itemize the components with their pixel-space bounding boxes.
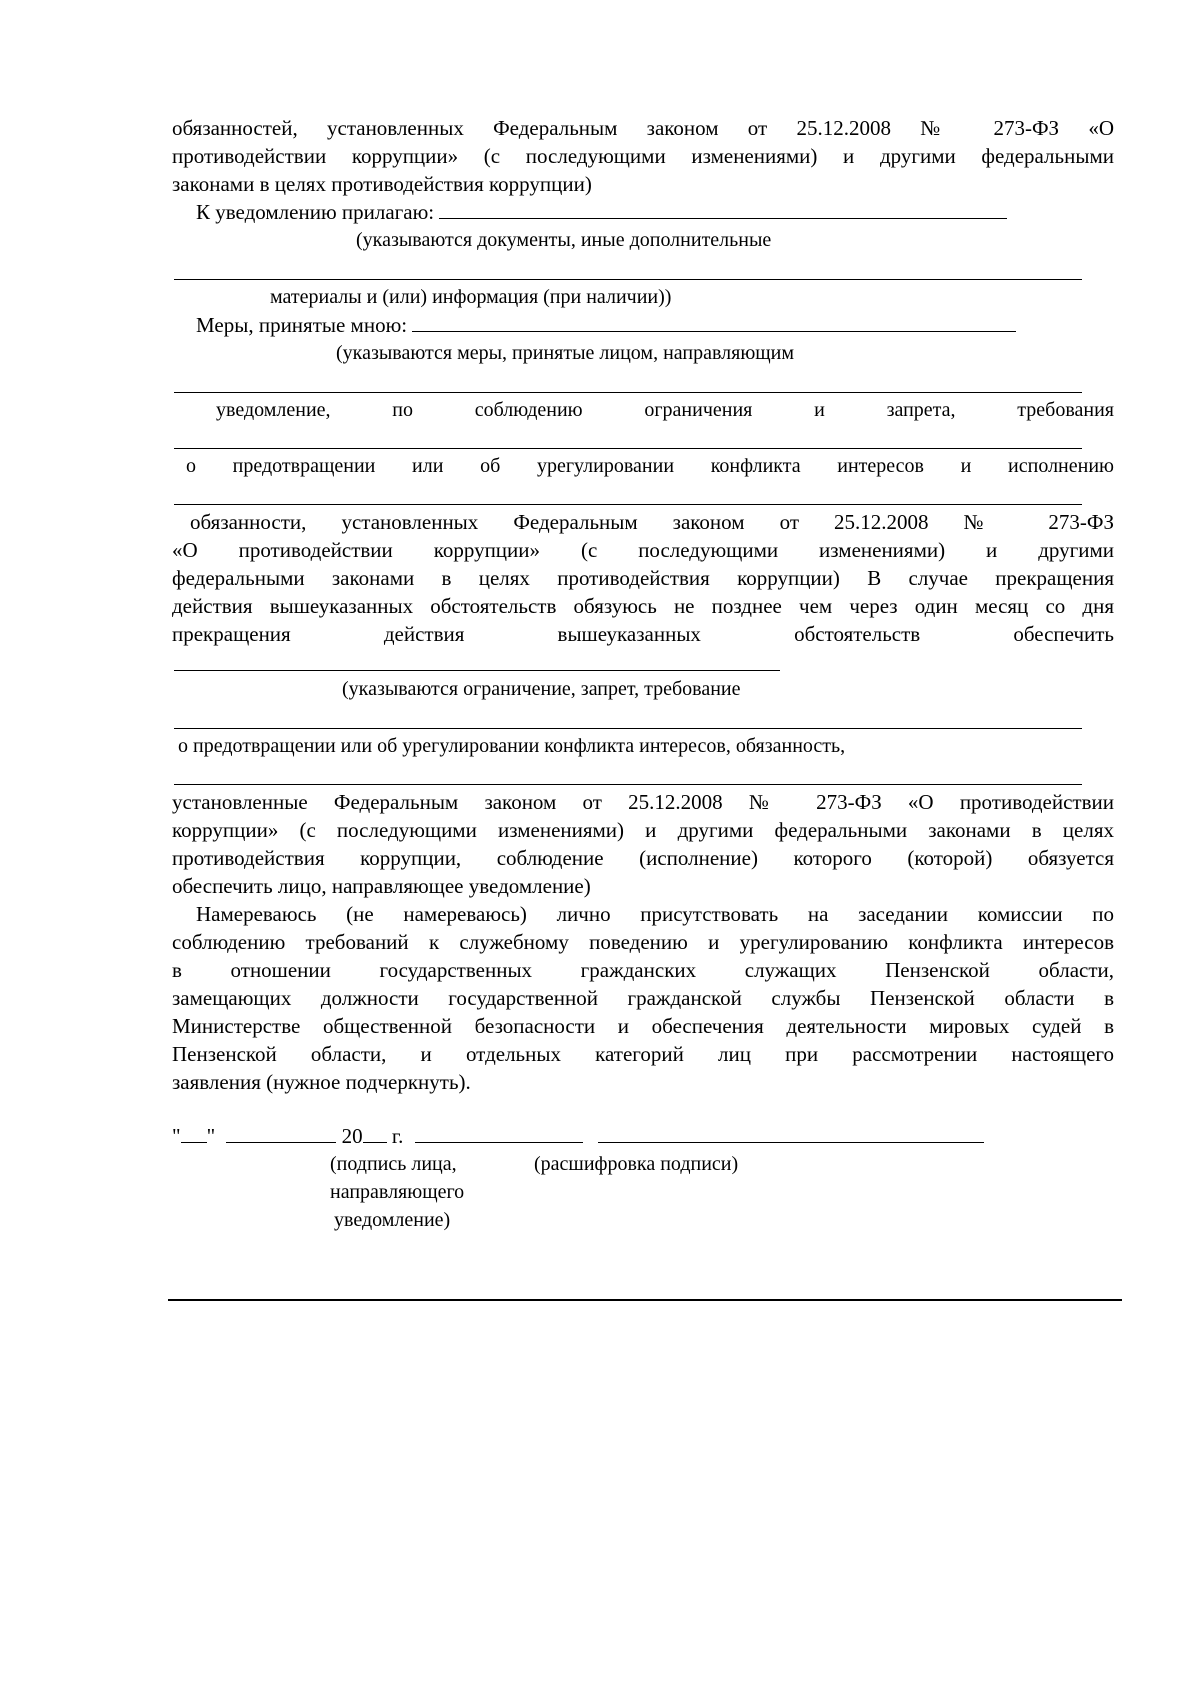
intro-line-2: противодействии коррупции» (с последующими изменениями) и другими федеральными (172, 144, 1114, 168)
restriction-line-2: коррупции» (с последующими изменениями) и другими федеральными законами в целях (172, 818, 1114, 842)
intent-line-3: в отношении государственных гражданских служащих Пензенской области, (172, 958, 1114, 982)
attach-label: К уведомлению прилагаю: (196, 200, 435, 224)
restriction-line-4: обеспечить лицо, направляющее уведомление) (172, 874, 591, 898)
attach-label-line (196, 198, 1007, 226)
restriction-line-1: установленные Федеральным законом от 25.12.2008 № 273-ФЗ «О противодействии (172, 790, 1114, 814)
intent-line-5: Министерстве общественной безопасности и обеспечения деятельности мировых судей в (172, 1014, 1114, 1038)
signature-decode-blank (598, 1122, 984, 1143)
restriction-line-3: противодействия коррупции, соблюдение (исполнение) которого (которой) обязуется (172, 846, 1114, 870)
date-quote-open: " (172, 1124, 181, 1148)
attach-fill-line (439, 198, 1007, 219)
measures-hint-2: уведомление, по соблюдению ограничения и запрета, требования (216, 399, 1114, 421)
decode-hint: (расшифровка подписи) (534, 1153, 739, 1175)
year-prefix: 20 (341, 1124, 363, 1148)
measures-line-4: действия вышеуказанных обстоятельств обязуюсь не позднее чем через один месяц со дня (172, 594, 1114, 618)
measures-rule-2 (174, 448, 1082, 449)
restriction-hint-2: о предотвращении или об урегулировании конфликта интересов, обязанность, (178, 735, 846, 757)
footer-separator (168, 1299, 1122, 1301)
intent-line-7: заявления (нужное подчеркнуть). (172, 1070, 471, 1094)
intent-line-4: замещающих должности государственной гражданской службы Пензенской области в (172, 986, 1114, 1010)
sign-hint-3: уведомление) (334, 1209, 451, 1231)
sign-hint-1: (подпись лица, (330, 1153, 457, 1175)
year-blank (363, 1122, 387, 1143)
measures-hint-3: о предотвращении или об урегулировании конфликта интересов и исполнению (186, 455, 1114, 477)
sign-hint-2: направляющего (330, 1181, 465, 1203)
attach-rule (174, 279, 1082, 280)
measures-line-3: федеральными законами в целях противодействия коррупции) В случае прекращения (172, 566, 1114, 590)
intro-line-3: законами в целях противодействия коррупции) (172, 172, 592, 196)
day-blank (181, 1122, 207, 1143)
year-suffix: г. (391, 1124, 404, 1148)
measures-label: Меры, принятые мною: (196, 313, 408, 337)
measures-rule-3 (174, 504, 1082, 505)
measures-hint-1: (указываются меры, принятые лицом, направляющим (336, 342, 795, 364)
measures-line-1: обязанности, установленных Федеральным законом от 25.12.2008 № 273-ФЗ (190, 510, 1114, 534)
measures-fill-rule (174, 670, 780, 671)
measures-line-5: прекращения действия вышеуказанных обстоятельств обеспечить (172, 622, 1114, 646)
measures-fill-line (412, 311, 1016, 332)
intent-line-1: Намереваюсь (не намереваюсь) лично присутствовать на заседании комиссии по (196, 902, 1114, 926)
restriction-rule-1 (174, 728, 1082, 729)
measures-label-line (196, 311, 1016, 339)
measures-line-2: «О противодействии коррупции» (с последующими изменениями) и другими (172, 538, 1114, 562)
month-blank (226, 1122, 336, 1143)
restriction-rule-2 (174, 784, 1082, 785)
date-quote-close: " (206, 1124, 216, 1148)
intent-line-6: Пензенской области, и отдельных категорий лиц при рассмотрении настоящего (172, 1042, 1114, 1066)
signature-date-line (172, 1122, 984, 1150)
intro-line-1: обязанностей, установленных Федеральным законом от 25.12.2008 № 273-ФЗ «О (172, 116, 1114, 140)
signature-blank (415, 1122, 583, 1143)
intent-line-2: соблюдению требований к служебному поведению и урегулированию конфликта интересов (172, 930, 1114, 954)
attach-hint-1: (указываются документы, иные дополнительные (356, 229, 772, 251)
measures-rule-1 (174, 392, 1082, 393)
restriction-hint-1: (указываются ограничение, запрет, требование (342, 678, 741, 700)
attach-hint-2: материалы и (или) информация (при наличии)) (270, 286, 672, 308)
